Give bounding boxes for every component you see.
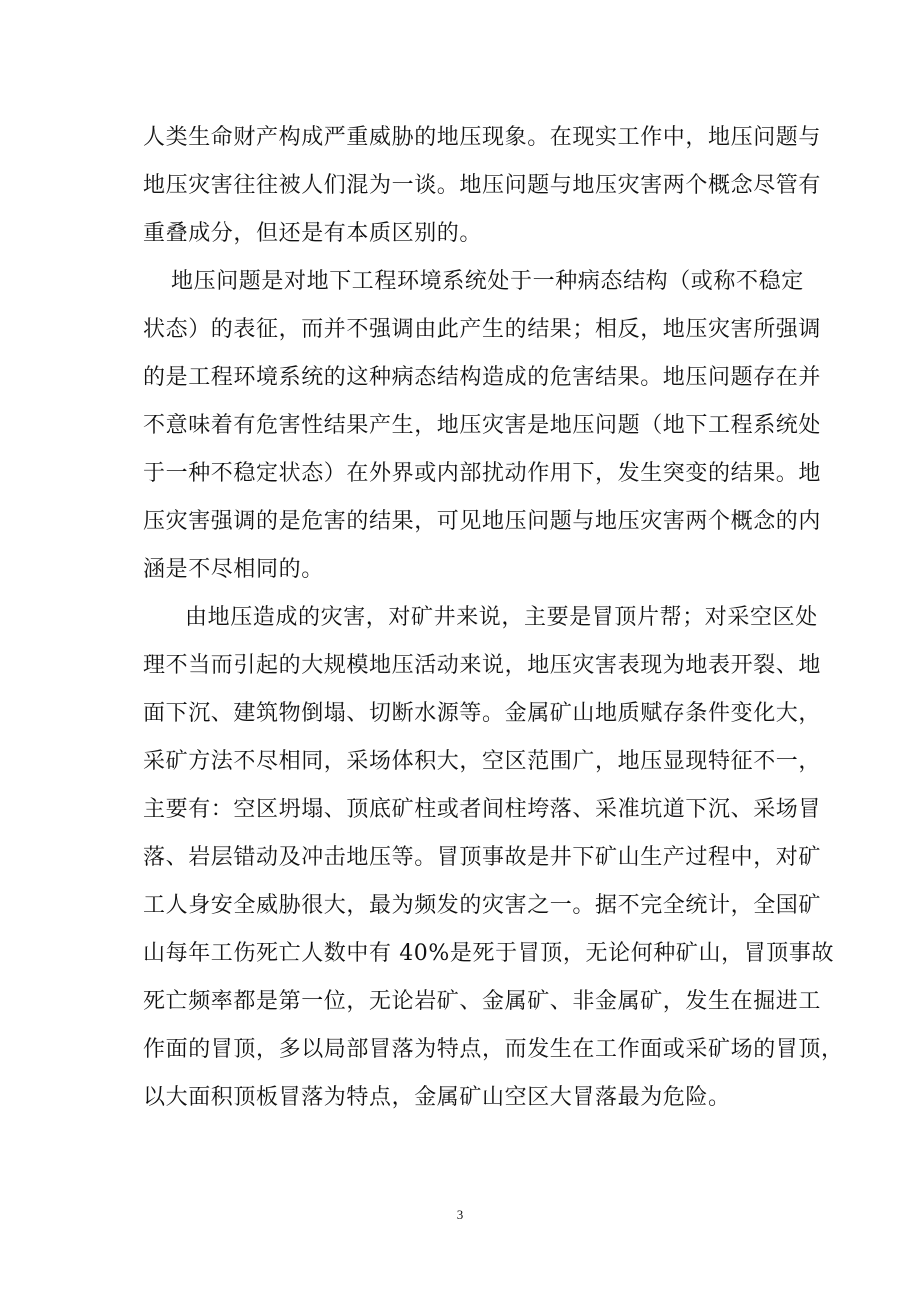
page-number: 3	[456, 1207, 464, 1222]
text-line: 人类生命财产构成严重威胁的地压现象。在现实工作中，地压问题与	[143, 125, 822, 150]
text-line: 作面的冒顶，多以局部冒落为特点，而发生在工作面或采矿场的冒顶，	[143, 1037, 844, 1062]
text-line: 面下沉、建筑物倒塌、切断水源等。金属矿山地质赋存条件变化大，	[143, 701, 822, 726]
text-line: 地压问题是对地下工程环境系统处于一种病态结构（或称不稳定	[171, 269, 804, 294]
text-line: 落、岩层错动及冲击地压等。冒顶事故是井下矿山生产过程中，对矿	[143, 845, 822, 870]
text-line: 不意味着有危害性结果产生，地压灾害是地压问题（地下工程系统处	[143, 413, 822, 438]
text-line: 涵是不尽相同的。	[143, 557, 324, 582]
text-line: 理不当而引起的大规模地压活动来说，地压灾害表现为地表开裂、地	[143, 653, 822, 678]
text-line: 压灾害强调的是危害的结果，可见地压问题与地压灾害两个概念的内	[143, 509, 822, 534]
text-line: 工人身安全威胁很大，最为频发的灾害之一。据不完全统计，全国矿	[143, 893, 822, 918]
text-line: 地压灾害往往被人们混为一谈。地压问题与地压灾害两个概念尽管有	[143, 173, 822, 198]
text-line: 于一种不稳定状态）在外界或内部扰动作用下，发生突变的结果。地	[143, 461, 822, 486]
text-line: 重叠成分，但还是有本质区别的。	[143, 221, 483, 246]
text-line: 主要有：空区坍塌、顶底矿柱或者间柱垮落、采准坑道下沉、采场冒	[143, 797, 822, 822]
text-line: 状态）的表征，而并不强调由此产生的结果；相反，地压灾害所强调	[143, 317, 822, 342]
text-line: 由地压造成的灾害，对矿井来说，主要是冒顶片帮；对采空区处	[185, 605, 818, 630]
text-line: 采矿方法不尽相同，采场体积大，空区范围广，地压显现特征不一，	[143, 749, 822, 774]
text-line: 的是工程环境系统的这种病态结构造成的危害结果。地压问题存在并	[143, 365, 822, 390]
text-line: 山每年工伤死亡人数中有 40%是死于冒顶，无论何种矿山，冒顶事故	[143, 941, 835, 966]
text-line: 死亡频率都是第一位，无论岩矿、金属矿、非金属矿，发生在掘进工	[143, 989, 822, 1014]
text-line: 以大面积顶板冒落为特点，金属矿山空区大冒落最为危险。	[143, 1085, 731, 1110]
